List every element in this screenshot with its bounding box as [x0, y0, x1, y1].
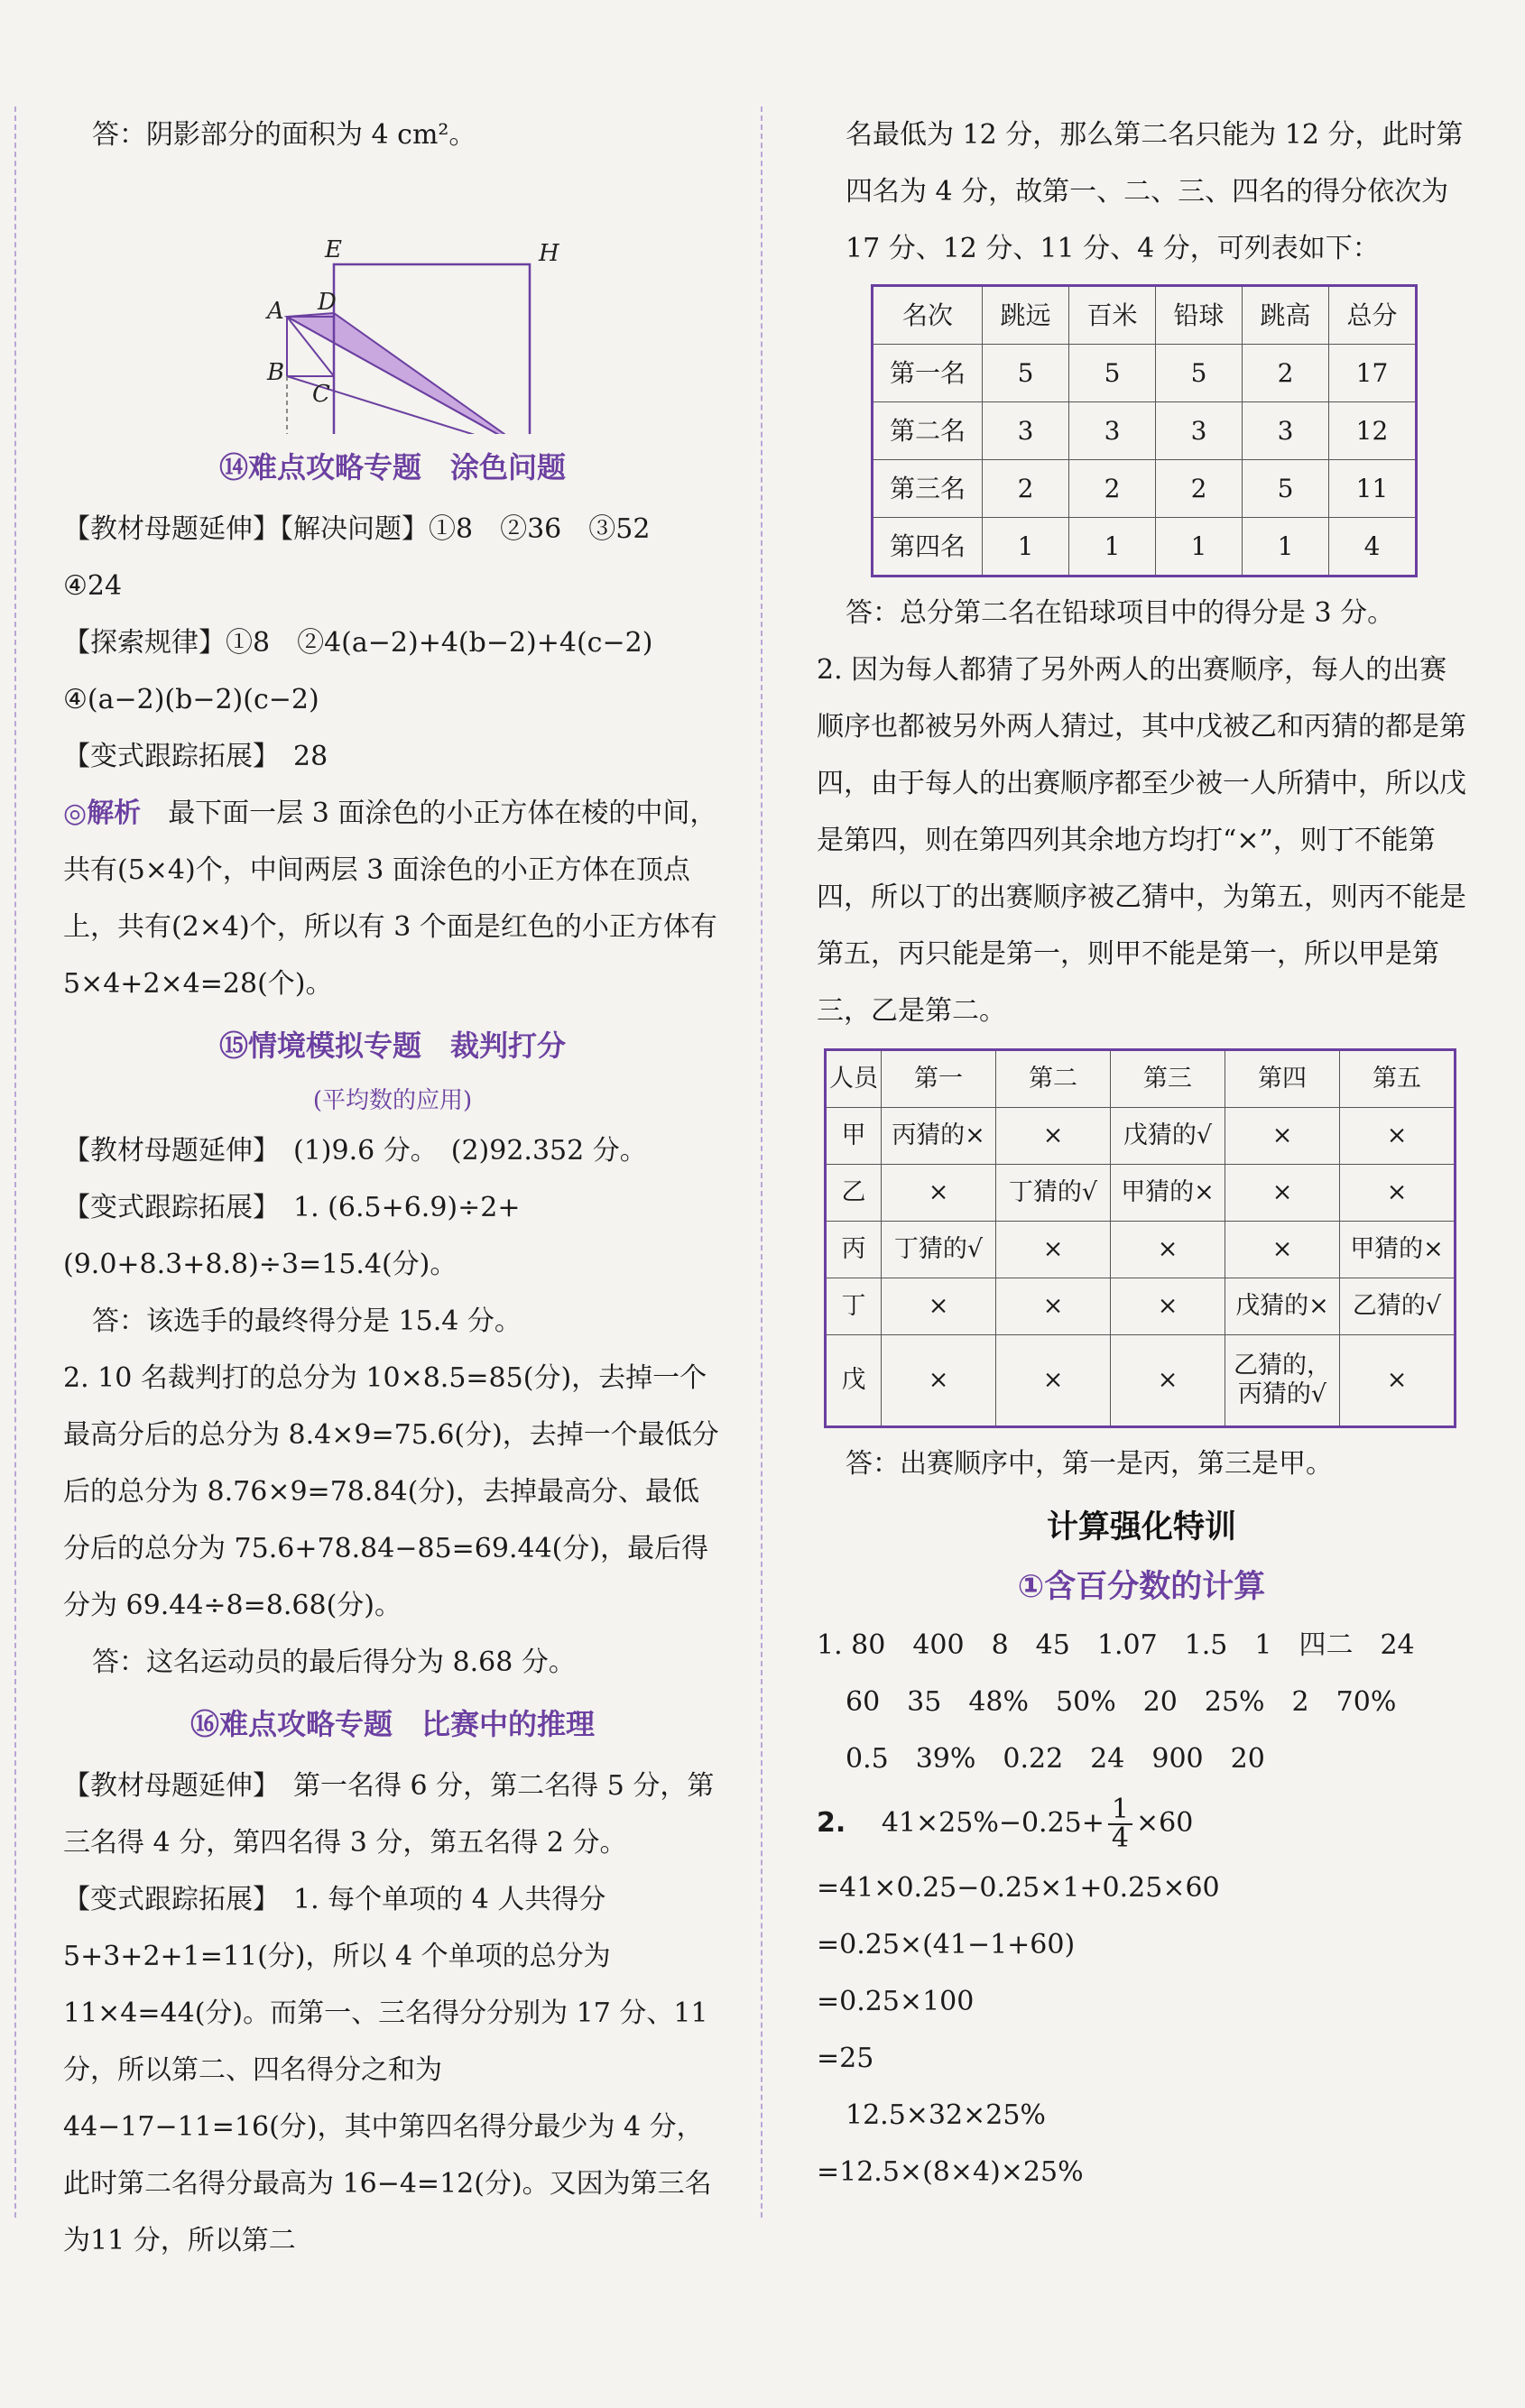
cell: 戊: [826, 1335, 882, 1427]
label-B: B: [267, 359, 285, 386]
analysis-text: 最下面一层 3 面涂色的小正方体在棱的中间，共有(5×4)个，中间两层 3 面涂色的小正方体在顶点上，共有(2×4)个，所以有 3 个面是红色的小正方体有 5×4+2×4=28(个)。: [63, 798, 717, 1000]
table-row: [826, 1222, 1456, 1278]
cell: 乙: [826, 1165, 882, 1222]
cell: 2: [1069, 460, 1156, 518]
s15-line-5: 答：这名运动员的最后得分为 8.68 分。: [92, 1647, 576, 1678]
table-row: [826, 1335, 1456, 1427]
geometry-diagram: [63, 163, 722, 434]
s15-line-2: 【变式跟踪拓展】 1. (6.5+6.9)÷2+(9.0+8.3+8.8)÷3=15.4(分)。: [63, 1192, 521, 1280]
th-total: 总分: [1329, 286, 1417, 345]
cell: ×: [1340, 1108, 1456, 1165]
r-paragraph-2: 2. 因为每人都猜了另外两人的出赛顺序，每人的出赛顺序也都被另外两人猜过，其中戊被乙和丙猜的都是第四，由于每人的出赛顺序都至少被一人所猜中，所以戊是第四，则在第四列其余地方均打“×”，则丁不能第四，所以丁的出赛顺序被乙猜中，为第五，则丙不能是第五，丙只能是第一，则甲不能是第一，所以甲是第三，乙是第二。: [817, 654, 1466, 1027]
cell: 丁猜的√: [996, 1165, 1111, 1222]
calc2b-step-1: =12.5×(8×4)×25%: [817, 2156, 1084, 2188]
cell: 17: [1329, 345, 1417, 402]
cell: 11: [1329, 460, 1417, 518]
table-row: [873, 345, 1417, 402]
section-16-title: ⑯难点攻略专题 比赛中的推理: [189, 1707, 595, 1741]
cell: ×: [996, 1335, 1111, 1427]
calc2-expr-b: ×60: [1135, 1807, 1194, 1839]
cell: 第一名: [873, 345, 983, 402]
r-answer-2: 答：出赛顺序中，第一是丙，第三是甲。: [846, 1448, 1333, 1480]
calc2b-expression: 12.5×32×25%: [846, 2099, 1046, 2131]
cell: ×: [996, 1278, 1111, 1335]
geometry-figure: [63, 163, 722, 434]
cell: 5: [983, 345, 1069, 402]
s15-line-4: 2. 10 名裁判打的总分为 10×8.5=85(分)，去掉一个最高分后的总分为 8.4×9=75.6(分)，去掉一个最低分后的总分为 8.76×9=78.84(分)，去掉最高分、最低分后的总分为 75.6+78.84−85=69.44(分)，最后得分为 69.44÷8=8.68(分)。: [63, 1362, 719, 1621]
calc-training-title: 计算强化特训: [1046, 1509, 1236, 1545]
analysis-tag: 解析: [87, 798, 142, 829]
label-H: H: [539, 240, 559, 267]
cell: 丁猜的√: [882, 1222, 996, 1278]
cell: ×: [1340, 1165, 1456, 1222]
s14-line-1: 【教材母题延伸】【解决问题】①8 ②36 ③52: [63, 513, 651, 545]
cell: 5: [1156, 345, 1243, 402]
cell: ×: [882, 1278, 996, 1335]
cell: 4: [1329, 518, 1417, 577]
cell: 5: [1069, 345, 1156, 402]
th-shot-put: 铅球: [1156, 286, 1243, 345]
s14-line-2: ④24: [63, 570, 123, 602]
calc1-line-2: 60 35 48% 50% 20 25% 2 70%: [846, 1686, 1397, 1718]
cell: ×: [882, 1165, 996, 1222]
percent-calc-title: ①含百分数的计算: [1017, 1569, 1266, 1605]
calc2-step-4: =25: [817, 2043, 874, 2074]
calc2-step-2: =0.25×(41−1+60): [817, 1929, 1076, 1961]
cell: 乙猜的，丙猜的√: [1225, 1335, 1340, 1427]
cell: 2: [1156, 460, 1243, 518]
cell: 丙猜的×: [882, 1108, 996, 1165]
score-table-header: [873, 286, 1417, 345]
cell: 2: [983, 460, 1069, 518]
cell: 乙猜的√: [1340, 1278, 1456, 1335]
th-fourth: 第四: [1225, 1050, 1340, 1108]
cell: 12: [1329, 402, 1417, 460]
s16-line-2: 【变式跟踪拓展】 1. 每个单项的 4 人共得分 5+3+2+1=11(分)，所以 4 个单项的总分为 11×4=44(分)。而第一、三名得分分别为 17 分、11 分，所以第二、四名得分之和为 44−17−11=16(分)，其中第四名得分最少为 4 分，此时第二名得分最高为 16−4=12(分)。又因为第三名为11 分，所以第二: [63, 1884, 712, 2256]
calc2-expression: [817, 1787, 1466, 1859]
table-row: [826, 1278, 1456, 1335]
s14-line-3: 【探索规律】①8 ②4(a−2)+4(b−2)+4(c−2): [63, 627, 653, 659]
label-E: E: [325, 236, 342, 263]
section-15-subtitle: (平均数的应用): [312, 1087, 473, 1114]
cell: ×: [1225, 1165, 1340, 1222]
analysis-icon: ◎: [63, 798, 88, 829]
cell: 3: [1156, 402, 1243, 460]
shaded-triangle: [287, 313, 530, 434]
th-second: 第二: [996, 1050, 1111, 1108]
cell: 3: [1243, 402, 1329, 460]
table-row: [873, 402, 1417, 460]
cell: 1: [1156, 518, 1243, 577]
cell: 1: [1069, 518, 1156, 577]
calc2-expr-a: 41×25%−0.25+: [881, 1807, 1104, 1839]
cell: 甲猜的×: [1111, 1165, 1225, 1222]
cell: 甲猜的×: [1340, 1222, 1456, 1278]
cell: ×: [1225, 1108, 1340, 1165]
cell: ×: [1225, 1222, 1340, 1278]
table-row: [826, 1165, 1456, 1222]
calc1-line-1: 1. 80 400 8 45 1.07 1.5 1 四二 24: [817, 1629, 1415, 1661]
right-column: [817, 106, 1466, 2200]
cell: ×: [1111, 1278, 1225, 1335]
cell: ×: [1111, 1335, 1225, 1427]
cell: 1: [983, 518, 1069, 577]
s15-line-3: 答：该选手的最终得分是 15.4 分。: [92, 1305, 522, 1337]
fraction: [1108, 1796, 1132, 1852]
fraction-numerator: 1: [1108, 1796, 1132, 1825]
cell: ×: [996, 1108, 1111, 1165]
s15-line-1: 【教材母题延伸】 (1)9.6 分。 (2)92.352 分。: [63, 1135, 647, 1167]
order-table-header: [826, 1050, 1456, 1108]
fraction-denominator: 4: [1111, 1822, 1129, 1854]
cell: ×: [1111, 1222, 1225, 1278]
cell: 第二名: [873, 402, 983, 460]
cell: 2: [1243, 345, 1329, 402]
cell: ×: [996, 1222, 1111, 1278]
label-A: A: [267, 298, 284, 325]
cell: 丙: [826, 1222, 882, 1278]
cell: 甲: [826, 1108, 882, 1165]
calc2-number: 2.: [817, 1807, 846, 1839]
answer-shaded-area: 答：阴影部分的面积为 4 cm²。: [92, 119, 476, 151]
cell: 第三名: [873, 460, 983, 518]
th-rank: 名次: [873, 286, 983, 345]
cell: ×: [882, 1335, 996, 1427]
th-fifth: 第五: [1340, 1050, 1456, 1108]
s16-line-1: 【教材母题延伸】 第一名得 6 分，第二名得 5 分，第三名得 4 分，第四名得 3 分，第五名得 2 分。: [63, 1770, 715, 1859]
cell: 1: [1243, 518, 1329, 577]
column-divider: [761, 106, 762, 2218]
th-third: 第三: [1111, 1050, 1225, 1108]
th-first: 第一: [882, 1050, 996, 1108]
s14-line-4: ④(a−2)(b−2)(c−2): [63, 684, 319, 715]
th-person: 人员: [826, 1050, 882, 1108]
th-100m: 百米: [1069, 286, 1156, 345]
section-14-title: ⑭难点攻略专题 涂色问题: [218, 450, 566, 484]
table-row: [826, 1108, 1456, 1165]
cell: ×: [1340, 1335, 1456, 1427]
cell: 3: [1069, 402, 1156, 460]
calc1-line-3: 0.5 39% 0.22 24 900 20: [846, 1743, 1265, 1775]
left-column: [63, 106, 722, 2269]
left-margin-divider: [14, 106, 16, 2218]
r-paragraph-1: 名最低为 12 分，那么第二名只能为 12 分，此时第四名为 4 分，故第一、二、三、四名的得分依次为 17 分、12 分、11 分、4 分，可列表如下：: [846, 119, 1464, 264]
calc2-step-3: =0.25×100: [817, 1986, 975, 2017]
cell: 3: [983, 402, 1069, 460]
table-row: [873, 460, 1417, 518]
s14-analysis: [63, 785, 722, 1012]
order-table: [824, 1048, 1456, 1428]
cell: 第四名: [873, 518, 983, 577]
cell: 5: [1243, 460, 1329, 518]
calc2-step-1: =41×0.25−0.25×1+0.25×60: [817, 1872, 1220, 1904]
cell: 丁: [826, 1278, 882, 1335]
label-C: C: [312, 381, 330, 408]
section-15-title: ⑮情境模拟专题 裁判打分: [218, 1029, 566, 1063]
th-high-jump: 跳高: [1243, 286, 1329, 345]
r-answer-1: 答：总分第二名在铅球项目中的得分是 3 分。: [846, 597, 1395, 629]
cell: 戊猜的×: [1225, 1278, 1340, 1335]
s14-line-5: 【变式跟踪拓展】 28: [63, 741, 328, 772]
table-row: [873, 518, 1417, 577]
th-long-jump: 跳远: [983, 286, 1069, 345]
score-table: [871, 284, 1418, 577]
cell: 戊猜的√: [1111, 1108, 1225, 1165]
label-D: D: [318, 289, 337, 316]
